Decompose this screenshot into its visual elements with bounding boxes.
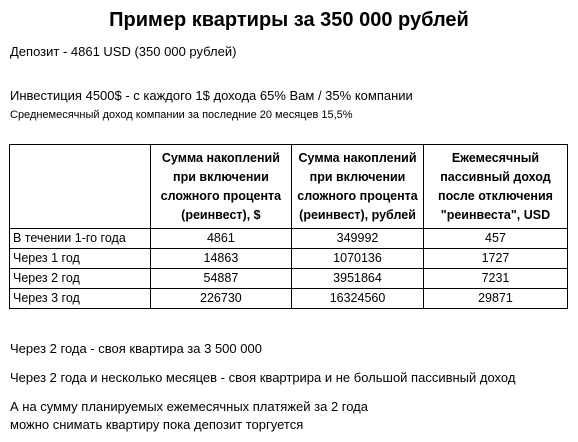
cell-passive: 7231 <box>423 269 567 289</box>
note-apartment: Через 2 года - своя квартира за 3 500 000 <box>10 341 262 356</box>
table-header-row <box>10 145 568 229</box>
cell-usd: 14863 <box>150 249 291 269</box>
cell-passive: 457 <box>423 229 567 249</box>
avg-income-line: Среднемесячный доход компании за последние 20 месяцев 15,5% <box>10 109 353 121</box>
table-row <box>10 289 568 309</box>
investment-line: Инвестиция 4500$ - с каждого 1$ дохода 65% Вам / 35% компании <box>10 88 413 103</box>
header-empty <box>10 145 151 229</box>
accumulation-table <box>9 144 568 309</box>
deposit-line: Депозит - 4861 USD (350 000 рублей) <box>10 44 237 59</box>
table-row <box>10 269 568 289</box>
cell-usd: 54887 <box>150 269 291 289</box>
cell-passive: 1727 <box>423 249 567 269</box>
row-label: В течении 1-го года <box>10 229 151 249</box>
row-label: Через 1 год <box>10 249 151 269</box>
page-title: Пример квартиры за 350 000 рублей <box>109 9 469 31</box>
row-label: Через 2 год <box>10 269 151 289</box>
table-row <box>10 249 568 269</box>
cell-rub: 349992 <box>292 229 424 249</box>
header-passive: Ежемесячный пассивный доход после отключения "реинвеста", USD <box>423 145 567 229</box>
cell-passive: 29871 <box>423 289 567 309</box>
header-usd: Сумма накоплений при включении сложного процента (реинвест), $ <box>150 145 291 229</box>
note-payments: А на сумму планируемых ежемесячных платяжей за 2 года <box>10 399 368 414</box>
cell-usd: 226730 <box>150 289 291 309</box>
cell-usd: 4861 <box>150 229 291 249</box>
note-apartment-income: Через 2 года и несколько месяцев - своя квартрира и не большой пассивный доход <box>10 370 516 385</box>
cell-rub: 3951864 <box>292 269 424 289</box>
table-row <box>10 229 568 249</box>
cell-rub: 1070136 <box>292 249 424 269</box>
note-rent: можно снимать квартиру пока депозит торгуется <box>10 417 304 432</box>
cell-rub: 16324560 <box>292 289 424 309</box>
row-label: Через 3 год <box>10 289 151 309</box>
header-rub: Сумма накоплений при включении сложного процента (реинвест), рублей <box>292 145 424 229</box>
